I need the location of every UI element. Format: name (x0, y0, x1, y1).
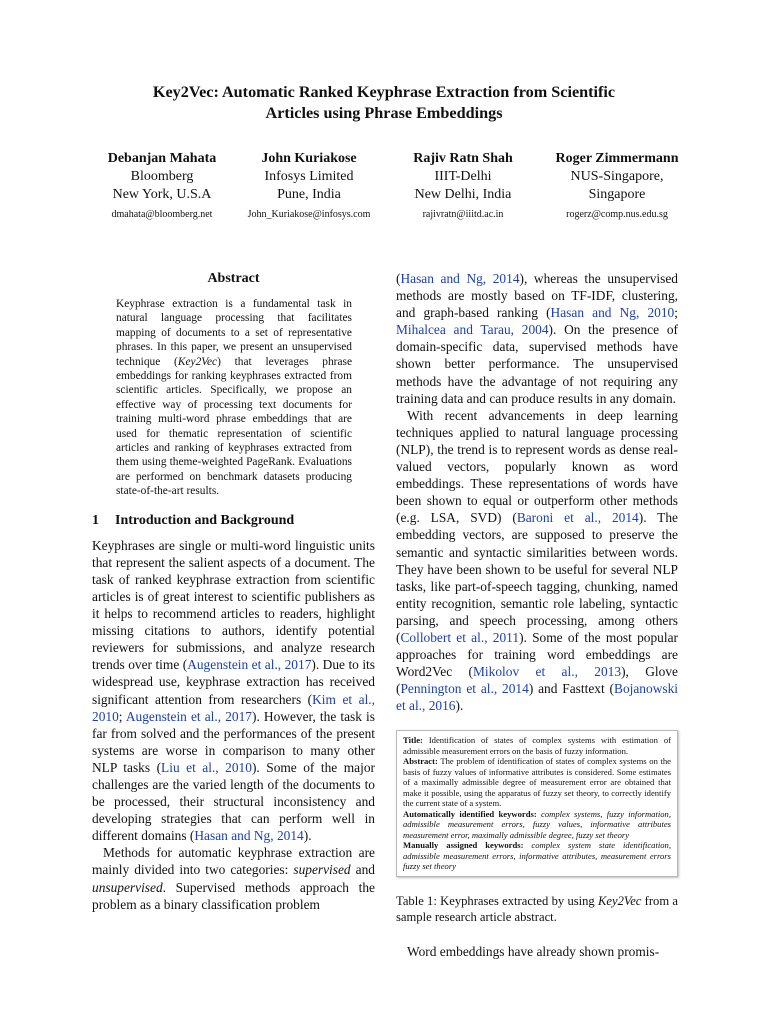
text-run: Keyphrases are single or multi-word linguistic units that represent the salient aspects of a document. The task of ranked keyphrase extraction from scientific articles is of great interest to scientific publishers as it helps to recommend articles to readers, highlight missing citations to authors, identify potential reviewers for submissions, and analyze research trends over time ( (92, 537, 375, 673)
table-caption (396, 893, 678, 925)
section-title: Introduction and Background (115, 512, 295, 528)
author-block (82, 150, 242, 222)
title-line-1: Key2Vec: Automatic Ranked Keyphrase Extraction from Scientific (152, 83, 616, 101)
citation-link[interactable]: Hasan and Ng, 2014 (400, 271, 520, 286)
text-run: Table 1: Keyphrases extracted by using (396, 893, 599, 908)
text-run: ; (674, 305, 678, 321)
text-run: ). (455, 698, 464, 714)
author-location: Pune, India (277, 187, 341, 202)
box-text: The problem of identification of states of complex systems on the basis of fuzzy values of informative attributes is considered. Some estimates of a maximally admissible degree of measurement error are obtained that make it possible, using the apparatus of fuzzy set theory, to correctly identify the current state of a system. (403, 756, 671, 809)
author-location: New York, U.S.A (112, 187, 212, 202)
box-label: Manually assigned keywords: (403, 840, 524, 851)
citation-link[interactable]: Hasan and Ng, 2010 (550, 305, 675, 321)
section-number: 1 (92, 512, 99, 528)
box-manual-keywords (403, 840, 671, 872)
emphasis: unsupervised (92, 879, 163, 895)
citation-link[interactable]: Hasan and Ng, 2014 (194, 828, 304, 844)
citation-link[interactable]: Bojanowski et al., 2016 (396, 681, 678, 714)
text-run: ; (118, 708, 126, 724)
title-line-2: Articles using Phrase Embeddings (265, 104, 503, 122)
citation-link[interactable]: Augenstein et al., 2017 (187, 657, 312, 673)
right-column (396, 270, 678, 960)
abstract-text (116, 297, 352, 499)
author-email[interactable]: John_Kuriakose@infosys.com (247, 209, 371, 220)
text-run: Methods for automatic keyphrase extraction are mainly divided into two categories: (92, 845, 375, 878)
author-name: Debanjan Mahata (107, 151, 217, 166)
citation-link[interactable]: Liu et al., 2010 (161, 759, 252, 775)
author-name: John Kuriakose (261, 151, 357, 166)
author-org: Bloomberg (130, 169, 194, 184)
text-run: ). However, the task is far from solved and the performances of the present systems are worse in comparison to many other NLP tasks ( (92, 708, 375, 775)
text-run: ). The embedding vectors, are supposed to preserve the semantic and syntactic similarities between words. They have been shown to be useful for several NLP tasks, like part-of-speech tagging, chunking, named entity recognition, semantic role labeling, syntactic parsing, and speech processing, among others ( (396, 510, 679, 645)
author-block (536, 150, 698, 222)
intro-paragraph (92, 844, 375, 912)
abstract-heading: Abstract (207, 271, 260, 286)
text-run: . Supervised methods approach the problem as a binary classification problem (92, 879, 375, 912)
text-run: ). Due to its widespread use, keyphrase extraction has received significant attention from researchers ( (92, 657, 375, 707)
keyphrase-example-box (396, 730, 678, 877)
intro-paragraph (92, 537, 375, 845)
text-run: With recent advancements in deep learning techniques applied to natural language processing (NLP), the trend is to represent words as dense real-valued vectors, popularly known as word embeddings. These representations of words have been shown to equal or outperform other methods (e.g. LSA, SVD) ( (396, 407, 678, 526)
text-run: ) and Fasttext ( (528, 681, 615, 697)
box-title (403, 735, 671, 756)
text-run: ). (303, 828, 312, 844)
citation-link[interactable]: Kim et al., 2010 (92, 691, 375, 724)
citation-link[interactable]: Collobert et al., 2011 (400, 629, 520, 645)
box-label: Automatically identified keywords: (403, 808, 537, 819)
author-block (385, 150, 541, 222)
box-auto-keywords (403, 809, 671, 841)
citation-link[interactable]: Baroni et al., 2014 (516, 510, 639, 526)
abstract-text-part: ) that leverages phrase embeddings for ranking keyphrases extracted from scientific articles. Specifically, we propose an effective way of processing text documents for training multi-word phrase embeddings that are used for thematic representation of scientific articles and ranking of keyphrases extracted from them using theme-weighted PageRank. Evaluations are performed on benchmark datasets producing state-of-the-art results. (116, 355, 353, 498)
emphasis: supervised (293, 862, 351, 878)
author-email[interactable]: dmahata@bloomberg.net (111, 209, 213, 220)
box-label: Title: (403, 735, 423, 746)
text-run: from a sample research article abstract. (396, 893, 678, 924)
abstract-text-part: Keyphrase extraction is a fundamental task in natural language processing that facilitates mapping of documents to a set of representative phrases. In this paper, we present an unsupervised technique ( (116, 298, 352, 368)
body-paragraph (396, 407, 678, 715)
text-run: ), Glove ( (396, 664, 678, 697)
paper-title (80, 82, 688, 124)
box-label: Abstract: (403, 756, 438, 767)
left-column (92, 270, 375, 913)
citation-link[interactable]: Pennington et al., 2014 (400, 681, 529, 697)
author-name: Roger Zimmermann (555, 151, 679, 166)
citation-link[interactable]: Mikolov et al., 2013 (473, 664, 622, 680)
box-text: Identification of states of complex systems with estimation of admissible measurement errors on the basis of fuzzy information. (403, 735, 671, 756)
method-name: Key2Vec (177, 355, 218, 368)
author-email[interactable]: rogerz@comp.nus.edu.sg (566, 209, 668, 220)
text-run: ), whereas the unsupervised methods are mostly based on TF-IDF, clustering, and graph-based ranking ( (396, 271, 678, 321)
citation-link[interactable]: Augenstein et al., 2017 (125, 708, 252, 724)
citation-link[interactable]: Mihalcea and Tarau, 2004 (396, 322, 549, 338)
text-run: ). Some of the most popular approaches for training word embeddings are Word2Vec ( (396, 629, 678, 680)
author-location: Singapore (588, 187, 646, 202)
author-org: IIIT-Delhi (434, 169, 492, 184)
author-org: Infosys Limited (264, 169, 354, 184)
section-heading (92, 512, 375, 530)
author-name: Rajiv Ratn Shah (413, 151, 513, 166)
author-block (224, 150, 394, 222)
box-keywords: complex systems, fuzzy information, admissible measurement errors, fuzzy values, informative attributes measurement error, maximally admissible degree, fuzzy set theory (403, 808, 671, 840)
body-paragraph: Word embeddings have already shown promis- (407, 943, 660, 959)
method-name: Key2Vec (598, 893, 642, 908)
text-run: ). Some of the major challenges are the varied length of the documents to be processed, their structural inconsistency and developing strategies that can perform well in different domains ( (92, 759, 375, 844)
text-run: and (350, 862, 375, 878)
box-abstract (403, 756, 671, 809)
body-paragraph: (Hasan and Ng, 2014), whereas the unsupervised methods are mostly based on TF-IDF, clustering, and graph-based ranking (Hasan and Ng, 2010; Mihalcea and Tarau, 2004). On the presence of domain-specific data, supervised methods have shown better performance. The unsupervised methods have the advantage of not requiring any training data and can produce results in any domain. (396, 271, 678, 406)
author-org: NUS-Singapore, (570, 169, 664, 184)
author-location: New Delhi, India (414, 187, 512, 202)
author-email[interactable]: rajivratn@iiitd.ac.in (422, 209, 504, 220)
box-keywords: complex system state identification, admissible measurement errors, informative attributes, measurement errors fuzzy set theory (403, 840, 671, 872)
text-run: ). On the presence of domain-specific data, supervised methods have shown better performance. The unsupervised methods have the advantage of not requiring any training data and can produce results in any domain. (396, 322, 678, 406)
